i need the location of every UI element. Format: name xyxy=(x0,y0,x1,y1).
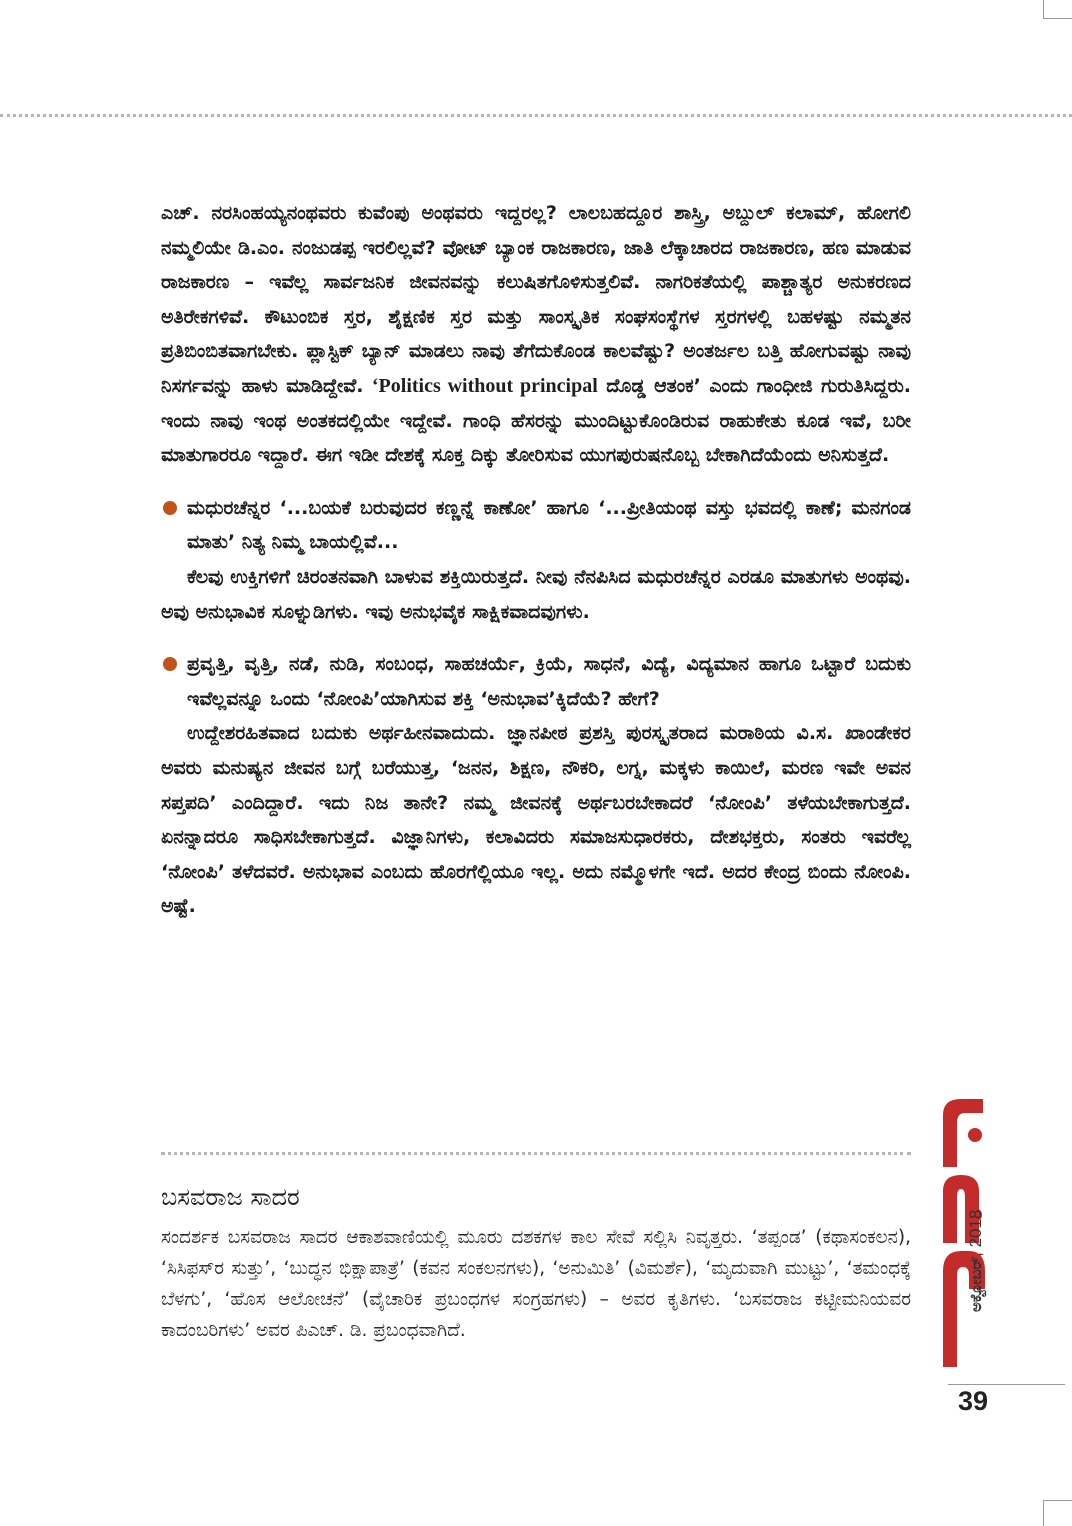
answer-1: ಕೆಲವು ಉಕ್ತಿಗಳಿಗೆ ಚಿರಂತನವಾಗಿ ಬಾಳುವ ಶಕ್ತಿಯಿರುತ್ತದೆ. ನೀವು ನೆನಪಿಸಿದ ಮಧುರಚೆನ್ನರ ಎರಡೂ ಮಾತುಗಳು ಅಂಥವು. ಅವು ಅನುಭಾವಿಕ ಸೂಳ್ನುಡಿಗಳು. ಇವು ಅನುಭವೈಕ ಸಾಕ್ಷಿಕವಾದವುಗಳು. xyxy=(161,565,911,623)
issue-month: ಅಕ್ಟೋಬರ್ xyxy=(968,1256,985,1312)
page-number: 39 xyxy=(958,1386,989,1416)
author-name: ಬಸವರಾಜ ಸಾದರ xyxy=(161,1183,300,1211)
crop-mark-top xyxy=(1043,0,1072,19)
paragraph-1-text-a: ಎಚ್. ನರಸಿಂಹಯ್ಯನಂಥವರು ಕುವೆಂಪು ಅಂಥವರು ಇದ್ದರಲ್ಲ? ಲಾಲಬಹದ್ದೂರ ಶಾಸ್ತ್ರಿ, ಅಬ್ದುಲ್ ಕಲಾಮ್, ಹೋಗಲಿ ನಮ್ಮಲಿಯೇ ಡಿ.ಎಂ. ನಂಜುಡಪ್ಪ ಇರಲಿಲ್ಲವೆ? ವೋಟ್ ಬ್ಯಾಂಕ ರಾಜಕಾರಣ, ಜಾತಿ ಲೆಕ್ಕಾಚಾರದ ರಾಜಕಾರಣ, ಹಣ ಮಾಡುವ ರಾಜಕಾರಣ – ಇವೆಲ್ಲ ಸಾರ್ವಜನಿಕ ಜೀವನವನ್ನು ಕಲುಷಿತಗೊಳಿಸುತ್ತಲಿವೆ. ನಾಗರಿಕತೆಯಲ್ಲಿ ಪಾಶ್ಚಾತ್ಯರ ಅನುಕರಣದ ಅತಿರೇಕಗಳಿವೆ. ಕೌಟುಂಬಿಕ ಸ್ತರ, ಶೈಕ್ಷಣಿಕ ಸ್ತರ ಮತ್ತು ಸಾಂಸ್ಕೃತಿಕ ಸಂಘಸಂಸ್ಥೆಗಳ ಸ್ತರಗಳಲ್ಲಿ ಬಹಳಷ್ಟು ನಮ್ಮತನ ಪ್ರತಿಬಿಂಬಿತವಾಗಬೇಕು. ಪ್ಲಾಸ್ಟಿಕ್ ಬ್ಯಾನ್ ಮಾಡಲು ನಾವು ತೆಗೆದುಕೊಂಡ ಕಾಲವೆಷ್ಟು? ಅಂತರ್ಜಲ ಬತ್ತಿ ಹೋಗುವಷ್ಟು ನಾವು ನಿಸರ್ಗವನ್ನು ಹಾಳು ಮಾಡಿದ್ದೇವೆ. xyxy=(161,202,911,397)
question-2 xyxy=(161,647,911,716)
politics-quote: ‘Politics without principal xyxy=(371,374,598,397)
author-bio: ಸಂದರ್ಶಕ ಬಸವರಾಜ ಸಾದರ ಆಕಾಶವಾಣಿಯಲ್ಲಿ ಮೂರು ದಶಕಗಳ ಕಾಲ ಸೇವೆ ಸಲ್ಲಿಸಿ ನಿವೃತ್ತರು. ‘ತಪ್ಪಂಡ’ (ಕಥಾಸಂಕಲನ), ‘ಸಿಸಿಫಸ್‌ರ ಸುತ್ತು’, ‘ಬುದ್ಧನ ಭಿಕ್ಷಾಪಾತ್ರೆ’ (ಕವನ ಸಂಕಲನಗಳು), ‘ಅನುಮಿತಿ’ (ವಿಮರ್ಶೆ), ‘ಮೃದುವಾಗಿ ಮುಟ್ಟು’, ‘ತಮಂಧಕ್ಕೆ ಬೆಳಗು’, ‘ಹೊಸ ಆಲೋಚನೆ’ (ವೈಚಾರಿಕ ಪ್ರಬಂಧಗಳ ಸಂಗ್ರಹಗಳು) – ಅವರ ಕೃತಿಗಳು. ‘ಬಸವರಾಜ ಕಟ್ಟೀಮನಿಯವರ ಕಾದಂಬರಿಗಳು’ ಅವರ ಪಿಎಚ್. ಡಿ. ಪ್ರಬಂಧವಾಗಿದೆ. xyxy=(161,1227,911,1341)
top-dotted-rule xyxy=(0,114,1072,117)
issue-year: , 2018 xyxy=(966,1209,985,1257)
article-body xyxy=(161,196,911,924)
paragraph-1-text-b: ದೊಡ್ಡ ಆತಂಕ’ ಎಂದು ಗಾಂಧೀಜಿ ಗುರುತಿಸಿದ್ದರು. ಇಂದು ನಾವು ಇಂಥ ಅಂತಕದಲ್ಲಿಯೇ ಇದ್ದೇವೆ. ಗಾಂಧಿ ಹೆಸರನ್ನು ಮುಂದಿಟ್ಟುಕೊಂಡಿರುವ ರಾಹುಕೇತು ಕೂಡ ಇವೆ, ಬರೀ ಮಾತುಗಾರರೂ ಇದ್ದಾರೆ. ಈಗ ಇಡೀ ದೇಶಕ್ಕೆ ಸೂಕ್ತ ದಿಕ್ಕು ತೋರಿಸುವ ಯುಗಪುರುಷನೊಬ್ಬ ಬೇಕಾಗಿದೆಯೆಂದು ಅನಿಸುತ್ತದೆ. xyxy=(161,374,911,467)
question-1-text: ಮಧುರಚೆನ್ನರ ‘...ಬಯಕೆ ಬರುವುದರ ಕಣ್ಣನ್ನೆ ಕಾಣೋ’ ಹಾಗೂ ‘...ಪ್ರೀತಿಯಂಥ ವಸ್ತು ಭವದಲ್ಲಿ ಕಾಣೆ; ಮನಗಂಡ ಮಾತು’ ನಿತ್ಯ ನಿಮ್ಮ ಬಾಯಲ್ಲಿವೆ... xyxy=(187,496,911,554)
bullet-dot-icon xyxy=(163,657,177,671)
page-number-rule xyxy=(948,1384,1065,1385)
question-1 xyxy=(161,491,911,560)
answer-2: ಉದ್ದೇಶರಹಿತವಾದ ಬದುಕು ಅರ್ಥಹೀನವಾದುದು. ಜ್ಞಾನಪೀಠ ಪ್ರಶಸ್ತಿ ಪುರಸ್ಕೃತರಾದ ಮರಾಠಿಯ ವಿ.ಸ. ಖಾಂಡೇಕರ ಅವರು ಮನುಷ್ಯನ ಜೀವನ ಬಗ್ಗೆ ಬರೆಯುತ್ತ, ‘ಜನನ, ಶಿಕ್ಷಣ, ನೌಕರಿ, ಲಗ್ನ, ಮಕ್ಕಳು ಕಾಯಿಲೆ, ಮರಣ ಇವೇ ಅವನ ಸಪ್ತಪದಿ’ ಎಂದಿದ್ದಾರೆ. ಇದು ನಿಜ ತಾನೇ? ನಮ್ಮ ಜೀವನಕ್ಕೆ ಅರ್ಥಬರಬೇಕಾದರೆ ‘ನೋಂಪಿ’ ತಳೆಯಬೇಕಾಗುತ್ತದೆ. ಏನನ್ನಾದರೂ ಸಾಧಿಸಬೇಕಾಗುತ್ತದೆ. ವಿಜ್ಞಾನಿಗಳು, ಕಲಾವಿದರು ಸಮಾಜಸುಧಾರಕರು, ದೇಶಭಕ್ತರು, ಸಂತರು ಇವರೆಲ್ಲ ‘ನೋಂಪಿ’ ತಳೆದವರೆ. ಅನುಭಾವ ಎಂಬದು ಹೊರಗೆಲ್ಲಿಯೂ ಇಲ್ಲ. ಅದು ನಮ್ಮೊಳಗೇ ಇದೆ. ಅದರ ಕೇಂದ್ರ ಬಿಂದು ನೋಂಪಿ. ಅಷ್ಟೆ. xyxy=(161,722,911,918)
question-2-text: ಪ್ರವೃತ್ತಿ, ವೃತ್ತಿ, ನಡೆ, ನುಡಿ, ಸಂಬಂಧ, ಸಾಹಚರ್ಯೆ, ಕ್ರಿಯೆ, ಸಾಧನೆ, ವಿದ್ಯೆ, ವಿದ್ಯಮಾನ ಹಾಗೂ ಒಟ್ಟಾರೆ ಬದುಕು ಇವೆಲ್ಲವನ್ನೂ ಒಂದು ‘ನೋಂಪಿ’ಯಾಗಿಸುವ ಶಕ್ತಿ ‘ಅನುಭಾವ’ಕ್ಕಿದೆಯೆ? ಹೇಗೆ? xyxy=(187,653,911,710)
section-dotted-rule xyxy=(161,1152,911,1155)
paragraph-1 xyxy=(161,196,911,473)
crop-mark-bottom xyxy=(1043,1500,1072,1526)
issue-date xyxy=(966,1210,986,1312)
bullet-dot-icon xyxy=(163,501,177,515)
